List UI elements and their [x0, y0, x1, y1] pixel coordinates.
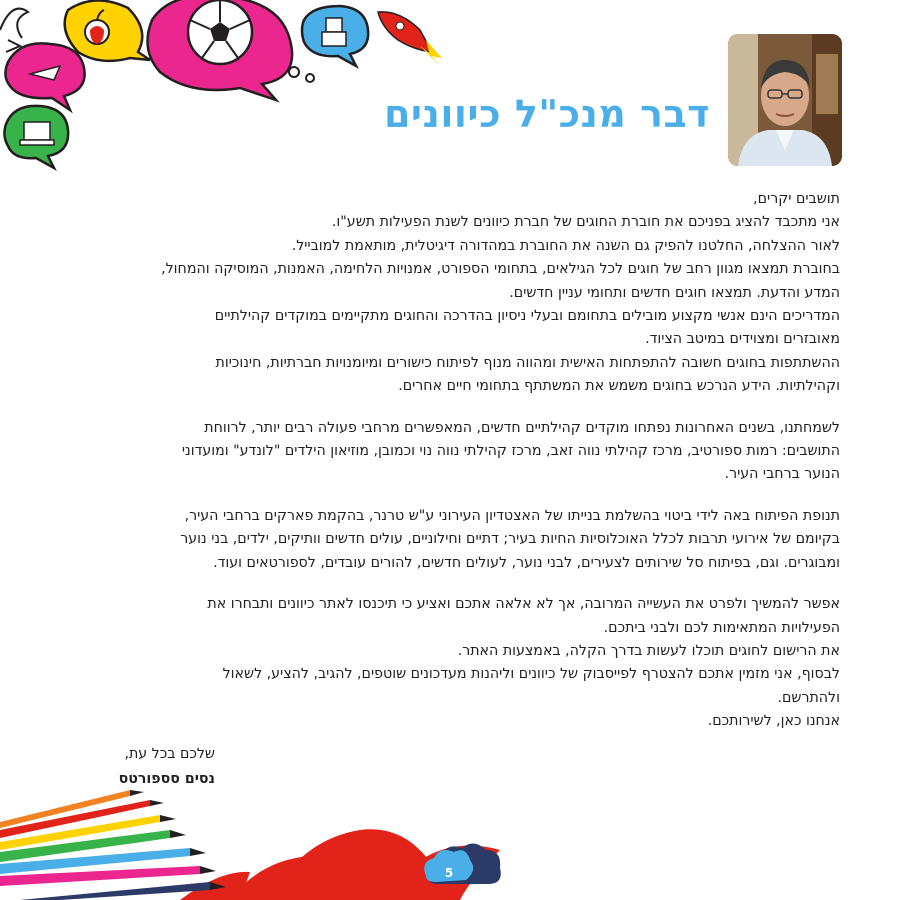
text-line: הפעילויות המתאימות לכם ולבני ביתכם. [603, 619, 840, 636]
robot-icon [302, 6, 368, 66]
soccer-ball-icon [148, 0, 293, 100]
page-title: דבר מנכ"ל כיוונים [383, 92, 710, 136]
text-line: ומבוגרים. וגם, בפיתוח סל שירותים לצעירים, לבני נוער, לעולים חדשים, להורים עובדים, לספורטאים ועוד. [213, 554, 840, 571]
text-line: תנופת הפיתוח באה לידי ביטוי בהשלמת בנייתו של האצטדיון העירוני ע"ש טרנר, בהקמת פארקים ברחבי העיר, [184, 507, 840, 524]
text-line: וקהילתיות. הידע הנרכש בחוגים משמש את המשתתף בתחומי חיים אחרים. [398, 378, 840, 395]
text-line: ההשתתפות בחוגים חשובה להתפתחות האישית ומהווה מנוף לפיתוח כישורים ומיומנויות חברתיות, חינוכיות [215, 354, 840, 371]
paragraph [60, 593, 840, 733]
text-line: אני מתכבד להציג בפניכם את חוברת החוגים של חברת כיוונים לשנת הפעילות תשע"ו. [331, 214, 840, 231]
text-line: התושבים: רמות ספורטיב, מרכז קהילתי נווה זאב, מרכז קהילתי נווה נוי וכמובן, מוזיאון הילדים "לונדע" ומועדוני [181, 443, 840, 460]
apple-icon [65, 0, 150, 60]
text-line: המדע והדעת. תמצאו חוגים חדשים ותחומי עניין חדשים. [509, 284, 840, 301]
pencils-icon [0, 790, 226, 900]
paragraph [60, 417, 840, 487]
signature-name: נסים סספורטס [118, 771, 215, 787]
text-line: בחוברת תמצאו מגוון רחב של חוגים לכל הגילאים, בתחומי הספורט, אמנויות הלחימה, האמנות, המוסיקה והמחול, [161, 261, 840, 278]
text-line: לבסוף, אני מזמין אתכם להצטרף לפייסבוק של כיוונים וליהנות מעדכונים שוטפים, להגיב, להציע, לשאול [222, 666, 840, 683]
director-photo [728, 34, 842, 166]
text-line: אנחנו כאן, לשירותכם. [707, 713, 840, 730]
text-line: לאור ההצלחה, החלטנו להפיק גם השנה את החוברת במהדורה דיגיטלית, מותאמת למובייל. [291, 237, 840, 254]
rocket-bubble-icon [5, 43, 84, 110]
paragraph [60, 188, 840, 399]
text-line: בקיומם של אירועי תרבות לכלל האוכלוסיות החיות בעיר; דתיים וחילוניים, עולים חדשים וותיקים, ילדים, בני נוער [180, 531, 840, 548]
signature-block [119, 742, 215, 792]
text-line: את הרישום לחוגים תוכלו לעשות בדרך הקלה, באמצעות האתר. [457, 642, 840, 659]
text-line: מאובזרים ומצוידים במיטב הציוד. [645, 331, 840, 348]
laptop-icon [4, 106, 68, 168]
text-line: תושבים יקרים, [753, 191, 840, 207]
text-line: המדריכים הינם אנשי מקצוע מובילים בתחומם ובעלי ניסיון בהדרכה והחוגים מתקיימים במוקדים קהילתיים [214, 308, 840, 325]
dots-icon [289, 67, 314, 82]
page-number: 5 [444, 866, 454, 880]
rocket-icon [378, 12, 442, 66]
closing-line: שלכם בכל עת, [124, 746, 215, 762]
paragraph [60, 505, 840, 575]
text-line: אפשר להמשיך ולפרט את העשייה המרובה, אך לא אלאה אתכם ואציע כי תיכנסו לאתר כיוונים ותבחרו את [207, 596, 840, 613]
text-line: הנוער ברחבי העיר. [724, 466, 840, 483]
letter-body [60, 188, 840, 752]
text-line: לשמחתנו, בשנים האחרונות נפתחו מוקדים קהילתיים חדשים, המאפשרים מרחבי פעולה רבים יותר, לרווחת [204, 419, 840, 436]
text-line: ולהתרשם. [777, 689, 840, 706]
